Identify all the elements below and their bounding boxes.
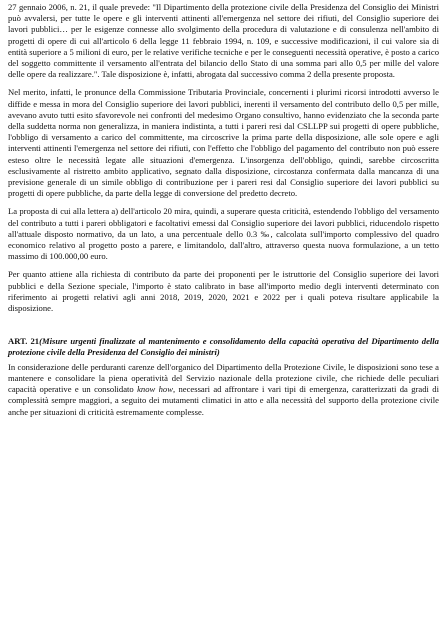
paragraph-civil-protection xyxy=(8,362,439,418)
paragraph-civil-protection-part2: , necessari ad affrontare i vari tipi di emergenza, caratterizzati da gradi di complessità sempre maggiori, a seguito dei mutamenti climatici in atto e alla necessità del supporto della protezione civile anche per situazioni di criticità estremamente complesse. xyxy=(8,384,439,417)
paragraph-contribution-request: Per quanto attiene alla richiesta di contributo da parte dei proponenti per le istruttorie del Consiglio superiore dei lavori pubblici e della Sezione speciale, l'importo è stato calibrato in base all'importo medio degli interventi determinato con riferimento ai progetti relativi agli anni 2018, 2019, 2020, 2021 e 2022 per i quali poteva risultare applicabile la disposizione. xyxy=(8,269,439,314)
paragraph-tax-commission: Nel merito, infatti, le pronunce della Commissione Tributaria Provinciale, concernenti i plurimi ricorsi introdotti avverso le diffide e messa in mora del Consiglio superiore dei lavori pubblici, inerenti il versamento del contributo dello 0,5 per mille, avevano avuto tutti esito sfavorevole nei confronti del medesimo Organo consultivo, hanno evidenziato che la seconda parte della suddetta norma non generalizza, in maniera indistinta, a tutti i pareri resi dal CSLLPP sui progetti di opere pubbliche, l'obbligo di versamento a carico del committente, ma circoscrive la prima parte della disposizione, alle sole opere e agli interventi attinenti l'emergenza nel settore dei rifiuti, con l'effetto che l'obbligo del pagamento del contributo non può essere esteso oltre le necessità legate alle situazioni d'emergenza. L'insorgenza dell'obbligo, quindi, sarebbe circoscritta esclusivamente al ristretto ambito applicativo, segnato dalla disposizione, circostanza confermata dalla mancanza di una previsione generale di un simile obbligo di contribuzione per i pareri resi dal Consiglio superiore dei lavori pubblici su progetti di opere pubbliche, da parte della legge di conversione del predetto decreto. xyxy=(8,87,439,199)
paragraph-civil-protection-part1: In considerazione delle perduranti carenze dell'organico del Dipartimento della Protezione Civile, le disposizioni sono tese a mantenere e consolidare la piena operatività del Servizio nazionale della protezione civile, che richiede delle peculiari capacità operative e un consolidato xyxy=(8,361,439,395)
article-title: (Misure urgenti finalizzate al mantenimento e consolidamento della capacità operativa del Dipartimento della protezione civile della Presidenza del Consiglio dei ministri) xyxy=(8,336,439,358)
paragraph-quote-legislation: 27 gennaio 2006, n. 21, il quale prevede: "Il Dipartimento della protezione civile della Presidenza del Consiglio dei Ministri può avvalersi, per tutte le opere e gli interventi attinenti all'emergenza nel settore dei rifiuti, del Consiglio superiore dei lavori pubblici… per le esigenze connesse allo svolgimento della procedura di valutazione e di consulenza nell'ambito di progetti di opere di cui all'articolo 6 della legge 11 febbraio 1994, n. 109, e successive modificazioni, il cui valore sia di entità superiore a 5 milioni di euro, per le relative verifiche tecniche e per le conseguenti necessità operative, è posto a carico del soggetto committente il versamento all'entrata del bilancio dello Stato di una somma pari allo 0,5 per mille del valore delle opere da realizzare.". Tale disposizione è, infatti, abrogata dal successivo comma 2 della presente proposta. xyxy=(8,2,439,80)
paragraph-proposal-letter-a: La proposta di cui alla lettera a) dell'articolo 20 mira, quindi, a superare questa criticità, estendendo l'obbligo del versamento del contributo a tutti i pareri obbligatori e facoltativi emessi dal Consiglio superiore dei lavori pubblici, riducendolo rispetto all'attuale disposto normativo, da un lato, a una percentuale dello 0.3 ‰, calcolata sull'importo complessivo del quadro economico relativo al progetto posto a parere, e limitandolo, dall'altro, attraverso questa nuova formulazione, a un tetto massimo di 100.000,00 euro. xyxy=(8,206,439,262)
know-how-emphasis: know how xyxy=(137,384,173,395)
article-heading xyxy=(8,336,439,358)
article-label: ART. 21 xyxy=(8,336,40,347)
